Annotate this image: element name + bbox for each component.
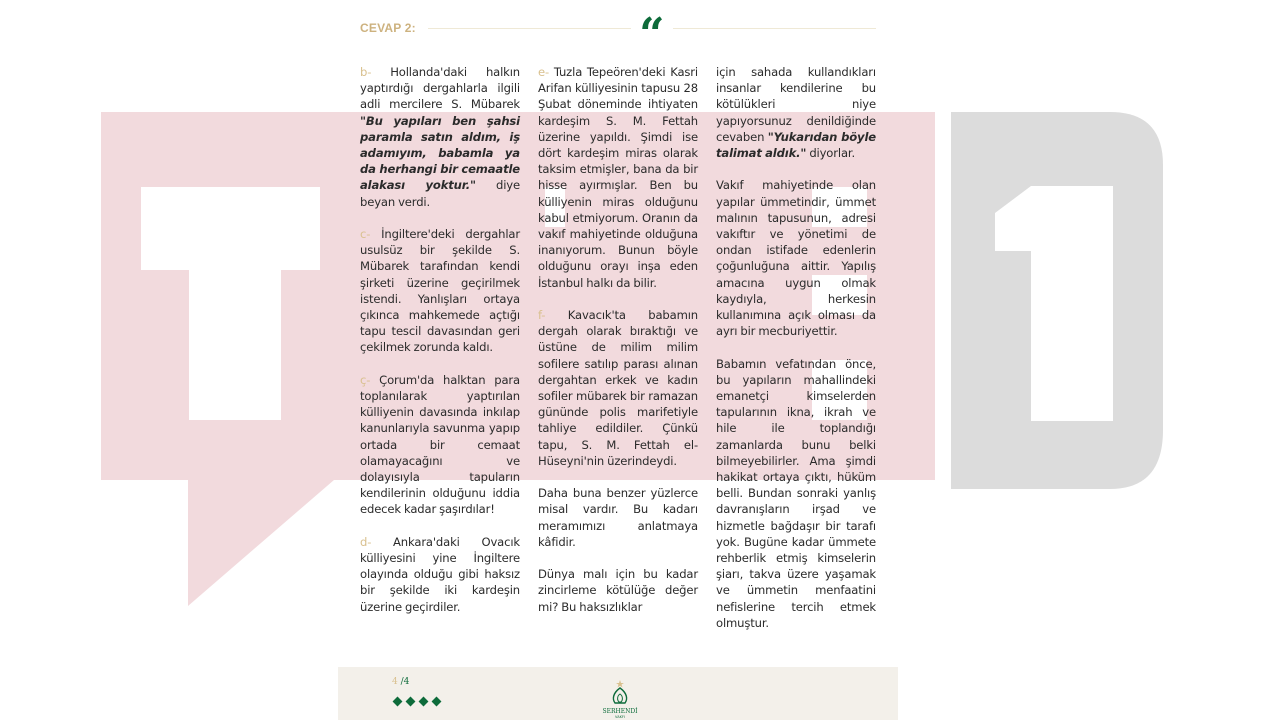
- paragraph: [716, 64, 876, 161]
- item-marker: f-: [538, 308, 546, 323]
- item-marker: c-: [360, 227, 371, 242]
- quoted-statement: "Bu yapıları ben şahsi paramla satın aldım, iş adamıyım, babamla ya da herhangi bir cemaatle alakası yoktur.": [360, 113, 520, 193]
- serhendi-logo: [600, 679, 640, 719]
- column-3: [716, 64, 876, 647]
- paragraph-text: Daha buna benzer yüzlerce misal vardır. Bu kadarı meramımızı anlatmaya kâfidir.: [538, 486, 698, 549]
- diamond-icon: [406, 697, 416, 707]
- column-1: [360, 64, 520, 647]
- paragraph-text: Hollanda'daki halkın yaptırdığı dergahlarla ilgili adli mercilere S. Mübarek: [360, 65, 520, 112]
- item-marker: ç-: [360, 372, 371, 387]
- paragraph-text: Kavacık'ta babamın dergah olarak bıraktığı ve üstüne de milim milim sofilere satılıp parası alınan dergahtan erkek ve kadın sofiler mübarek bir ramazan gününde polis marifetiyle tahliye edildiler. Çünkü tapu, S. M. Fettah el-Hüseyni'nin üzerindeydi.: [538, 308, 698, 468]
- paragraph-text: diye beyan verdi.: [360, 178, 520, 209]
- watermark-one-shape: [951, 112, 1163, 489]
- paragraph-text: Babamın vefatından önce, bu yapıların mahallindeki emanetçi kimselerden tapularının ikna, ikrah ve hile ile toplandığı zamanlarda bunu belki bilmeyebilirler. Ama şimdi hakikat ortaya çıktı, hüküm belli. Bundan sonraki yanlış davranışların irşad ve hizmetle bağdaşır bir tarafı yok. Bugüne kadar ümmete rehberlik etmiş kimselerin şiarı, takva üzere yaşamak ve ümmetin menfaatini nefislerine tercih etmek olmuştur.: [716, 356, 876, 630]
- dome-logo-icon: [609, 679, 631, 705]
- page-number: [392, 677, 409, 687]
- document-page: [338, 0, 898, 720]
- paragraph: [716, 356, 876, 631]
- page-footer: [338, 667, 898, 720]
- paragraph: [360, 226, 520, 356]
- paragraph-text: Dünya malı için bu kadar zincirleme kötülüğe değer mi? Bu haksızlıklar: [538, 567, 698, 614]
- page-total: 4: [403, 677, 410, 687]
- paragraph: [716, 177, 876, 339]
- page-header: [360, 9, 876, 60]
- item-marker: b-: [360, 65, 372, 79]
- paragraph-text: için sahada kullandıkları insanlar kendilerine bu kötülükleri niye yapıyorsunuz denildiğinde cevaben: [716, 65, 876, 144]
- paragraph: [538, 566, 698, 615]
- paragraph: [360, 64, 520, 210]
- quoted-statement: "Yukarıdan böyle talimat aldık.": [716, 129, 876, 161]
- paragraph: [538, 485, 698, 550]
- quote-open-icon: “: [639, 9, 665, 60]
- logo-subtitle: VAKFI: [615, 715, 625, 719]
- diamond-icon: [393, 697, 403, 707]
- header-divider-right: [673, 28, 876, 29]
- paragraph-text: Tuzla Tepeören'deki Kasri Arifan külliyesinin tapusu 28 Şubat döneminde ihtiyaten kardeşim S. M. Fettah üzerine yapıldı. Şimdi ise dört kardeşim miras olarak taksim etmişler, bana da bir hisse ayırmışlar. Ben bu külliyenin miras olduğunu kabul etmiyorum. Oranın da vakıf mahiyetinde olduğuna inanıyorum. Bunun böyle olduğunu orayı inşa eden İstanbul halkı da bilir.: [538, 65, 698, 290]
- paragraph: [538, 64, 698, 291]
- decorative-diamonds: [394, 698, 440, 705]
- paragraph-text: Ankara'daki Ovacık külliyesini yine İngiltere olayında olduğu gibi haksız bir şekilde iki kardeşin üzerine geçirdiler.: [360, 534, 520, 614]
- section-label: CEVAP 2:: [360, 21, 416, 35]
- diamond-icon: [419, 697, 429, 707]
- paragraph: [360, 372, 520, 518]
- logo-name: SERHENDİ: [602, 708, 638, 715]
- text-columns: [360, 64, 876, 647]
- page-current: 4: [392, 677, 398, 687]
- paragraph: [538, 307, 698, 469]
- item-marker: d-: [360, 534, 372, 549]
- paragraph-text: Çorum'da halktan para toplanılarak yaptırılan külliyenin davasında inkılap kanunlarıyla savunma yapıp ortada bir cemaat olamayacağını ve dolayısıyla tapuların kendilerinin olduğunu iddia edecek kadar şaşırdılar!: [360, 372, 520, 517]
- paragraph: [360, 534, 520, 615]
- item-marker: e-: [538, 65, 550, 79]
- diamond-icon: [432, 697, 442, 707]
- page-separator: /: [397, 677, 404, 687]
- paragraph-text: Vakıf mahiyetinde olan yapılar ümmetindir, ümmet malının tapusunun, adresi vakıftır ve yönetimi de ondan istifade edenlerin çoğunluğuna aittir. Yapılış amacına uygun olmak kaydıyla, herkesin kullanımına açık olması da ayrı bir mecburiyettir.: [716, 178, 876, 339]
- paragraph-text: diyorlar.: [806, 146, 855, 161]
- paragraph-text: İngiltere'deki dergahlar usulsüz bir şekilde S. Mübarek tarafından kendi şirketi üzerine geçirilmek istendi. Yanlışları ortaya çıkınca mahkemede açtığı tapu tescil davasından geri çekilmek zorunda kaldı.: [360, 227, 520, 355]
- header-divider-left: [428, 28, 631, 29]
- column-2: [538, 64, 698, 647]
